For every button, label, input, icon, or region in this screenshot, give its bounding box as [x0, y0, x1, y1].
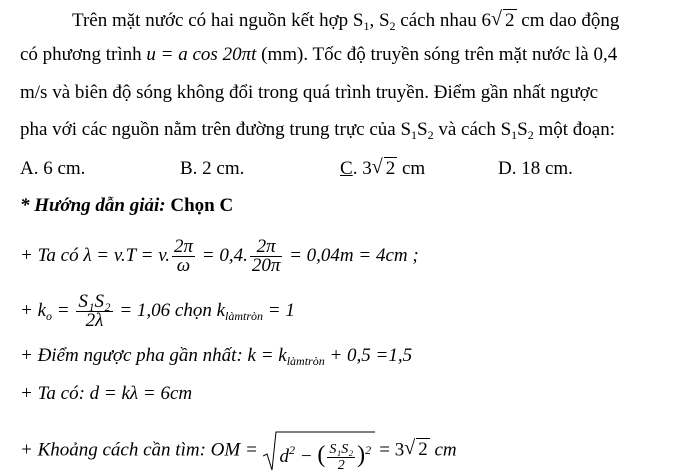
solution-header: [20, 195, 233, 217]
step-text: = 3: [374, 439, 405, 461]
fraction: [250, 238, 283, 275]
solution-step-5: [20, 430, 457, 472]
step-text: + Ta có λ = v.T = v.: [20, 244, 170, 266]
fraction-numerator: 2π: [250, 238, 283, 257]
step-text: + 0,5 =1,5: [324, 345, 413, 366]
paren-close: ): [357, 441, 366, 468]
problem-text: cách nhau 6: [395, 10, 492, 31]
problem-text: cm dao động: [516, 10, 620, 31]
option-b: B. 2 cm.: [180, 158, 245, 179]
problem-line-4: [20, 119, 615, 141]
fraction-denominator: 2λ: [85, 310, 104, 331]
problem-text: Trên mặt nước có hai nguồn kết hợp S: [72, 10, 364, 31]
problem-text: S: [417, 119, 428, 140]
fraction-numerator: 2π: [173, 236, 193, 257]
problem-text: (mm). Tốc độ truyền sóng trên mặt nước là 0,4: [256, 44, 618, 65]
problem-text: S: [517, 119, 528, 140]
fraction-denominator: 2: [337, 458, 345, 473]
problem-text: m/s và biên độ sóng không đổi trong quá trình truyền. Điểm gần nhất ngược: [20, 82, 599, 103]
step-text: = 0,4.: [197, 244, 248, 266]
sqrt-radicand: 2: [418, 439, 428, 461]
wave-equation: u = a cos 20πt: [146, 44, 257, 65]
paren-open: (: [317, 441, 326, 468]
option-a: A. 6 cm.: [20, 158, 86, 179]
step-text: + k: [20, 299, 47, 321]
fraction-numerator: S₁S₂: [329, 442, 354, 457]
problem-line-2: [20, 44, 617, 66]
subscript: 2: [389, 19, 396, 33]
step-text: =: [52, 299, 75, 321]
problem-text: pha với các nguồn nằm trên đường trung trực của S: [20, 119, 412, 140]
subscript: 1: [411, 128, 418, 142]
fraction: [172, 238, 195, 275]
fraction-denominator: 20π: [251, 255, 281, 276]
fraction-denominator: ω: [176, 255, 191, 276]
radicand-minus: −: [295, 445, 318, 467]
sqrt-expression: [263, 430, 375, 472]
sqrt-expression: [372, 158, 398, 180]
radicand: [280, 442, 372, 473]
radicand-d: d: [279, 445, 290, 467]
solution-choice: Chọn C: [170, 195, 234, 216]
fraction-numerator: S₁S₂: [78, 291, 111, 312]
problem-text: , S: [369, 10, 390, 31]
fraction: [76, 293, 112, 330]
option-c-letter: C: [340, 158, 353, 179]
problem-line-1: [72, 10, 619, 32]
problem-text: một đoạn:: [533, 119, 616, 140]
sqrt-radicand: 2: [505, 10, 515, 31]
superscript: 2: [365, 442, 372, 457]
solution-step-1: [20, 238, 419, 275]
solution-step-4: + Ta có: d = kλ = 6cm: [20, 383, 193, 404]
step-text: + Điểm ngược pha gần nhất: k = k: [20, 345, 287, 366]
subscript: 2: [527, 128, 534, 142]
step-text: + Khoảng cách cần tìm: OM =: [20, 439, 263, 461]
subscript: 1: [363, 19, 370, 33]
sqrt-expression: [491, 10, 517, 32]
step-text: = 0,04m = 4cm ;: [284, 244, 419, 266]
sqrt-radicand: 2: [385, 158, 396, 179]
subscript: 1: [511, 128, 518, 142]
superscript: 2: [289, 442, 296, 457]
subscript: o: [46, 308, 53, 323]
solution-step-2: [20, 293, 295, 330]
solution-header-label: * Hướng dẫn giải:: [20, 195, 166, 216]
solution-step-3: [20, 345, 412, 367]
option-c: [340, 158, 425, 180]
problem-text: và cách S: [433, 119, 512, 140]
subscript: làmtròn: [286, 354, 325, 368]
option-c-text: . 3: [352, 158, 372, 179]
fraction: [327, 442, 355, 473]
sqrt-expression: [404, 439, 430, 461]
option-c-unit: cm: [397, 158, 426, 179]
problem-text: có phương trình: [20, 44, 147, 65]
step-text: = 1: [263, 299, 295, 321]
step-text: = 1,06 chọn k: [114, 299, 225, 321]
subscript: 2: [427, 128, 434, 142]
problem-line-3: [20, 82, 598, 104]
step-text: cm: [429, 439, 457, 461]
option-d: D. 18 cm.: [498, 158, 573, 179]
subscript: làmtròn: [225, 308, 264, 323]
